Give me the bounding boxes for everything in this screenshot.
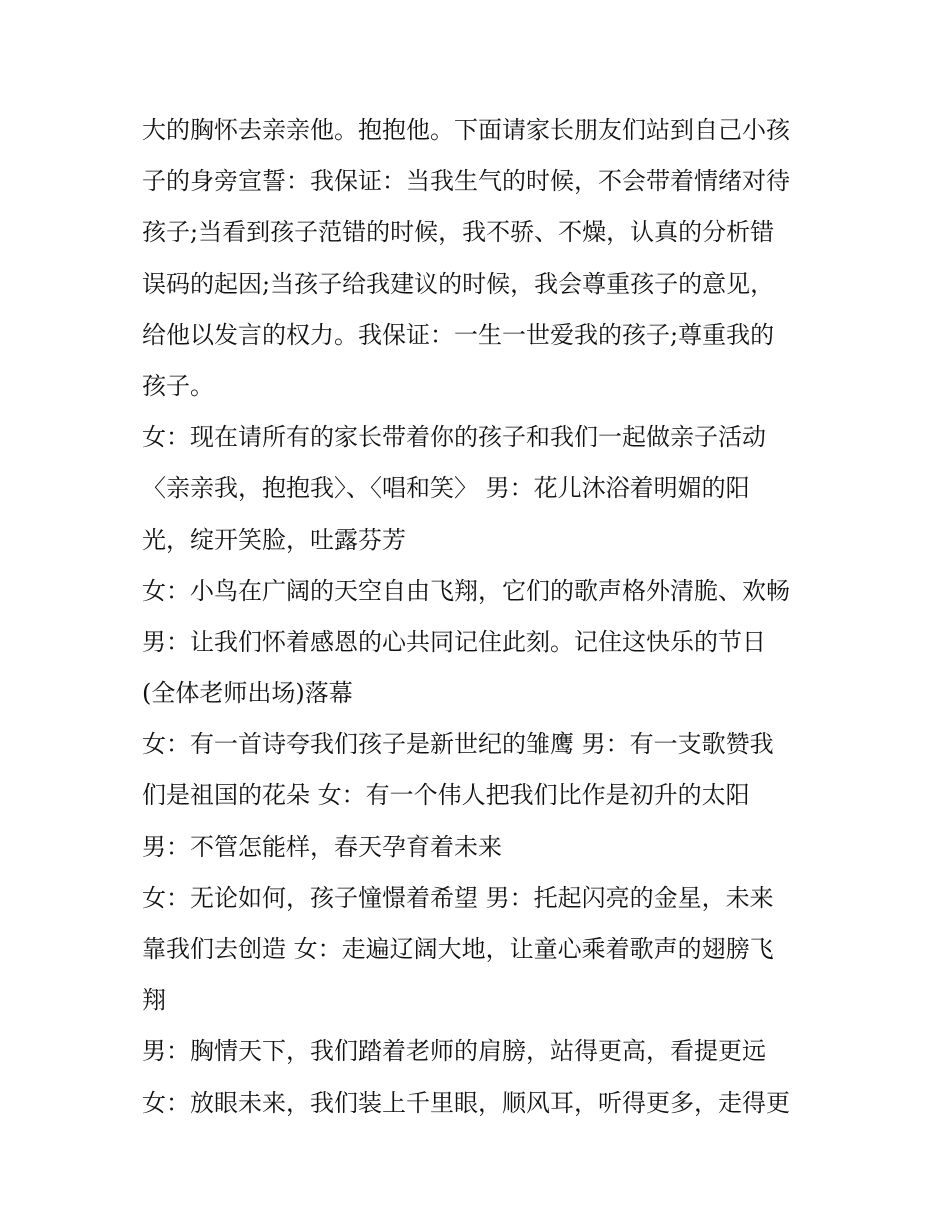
text-line-3: 孩子;当看到孩子范错的时候，我不骄、不燥，认真的分析错 [142,218,775,247]
text-line-14: 们是祖国的花朵 女：有一个伟人把我们比作是初升的太阳 [142,781,750,810]
text-line-19: 男：胸情天下，我们踏着老师的肩膀，站得更高，看提更远 [142,1037,766,1066]
text-line-10: 女：小鸟在广阔的天空自由飞翔，它们的歌声格外清脆、欢畅 [142,576,790,605]
text-line-9: 光，绽开笑脸，吐露芬芳 [142,525,406,554]
text-line-15: 男：不管怎能样，春天孕育着未来 [142,832,502,861]
text-line-4: 误码的起因;当孩子给我建议的时候，我会尊重孩子的意见， [142,269,775,298]
text-line-11: 男：让我们怀着感恩的心共同记住此刻。记住这快乐的节日 [142,627,766,656]
text-line-16: 女：无论如何，孩子憧憬着希望 男：托起闪亮的金星，未来 [142,883,774,912]
text-line-1: 大的胸怀去亲亲他。抱抱他。下面请家长朋友们站到自己小孩 [142,116,790,144]
text-line-13: 女：有一首诗夸我们孩子是新世纪的雏鹰 男：有一支歌赞我 [142,730,774,759]
text-line-2: 子的身旁宣誓：我保证：当我生气的时候，不会带着情绪对待 [142,167,790,196]
text-line-12: (全体老师出场)落幕 [142,679,353,708]
text-line-17: 靠我们去创造 女：走遍辽阔大地，让童心乘着歌声的翅膀飞 [142,935,774,963]
text-line-7: 女：现在请所有的家长带着你的孩子和我们一起做亲子活动 [142,423,766,452]
text-line-5: 给他以发言的权力。我保证：一生一世爱我的孩子;尊重我的 [142,320,775,349]
text-line-18: 翔 [142,986,166,1015]
text-line-20: 女：放眼未来，我们装上千里眼，顺风耳，听得更多，走得更 [142,1088,790,1117]
document-body [142,105,822,1129]
text-line-8: 〈亲亲我，抱抱我〉、〈唱和笑〉 男：花儿沐浴着明媚的阳 [142,474,750,503]
text-line-6: 孩子。 [142,371,214,400]
